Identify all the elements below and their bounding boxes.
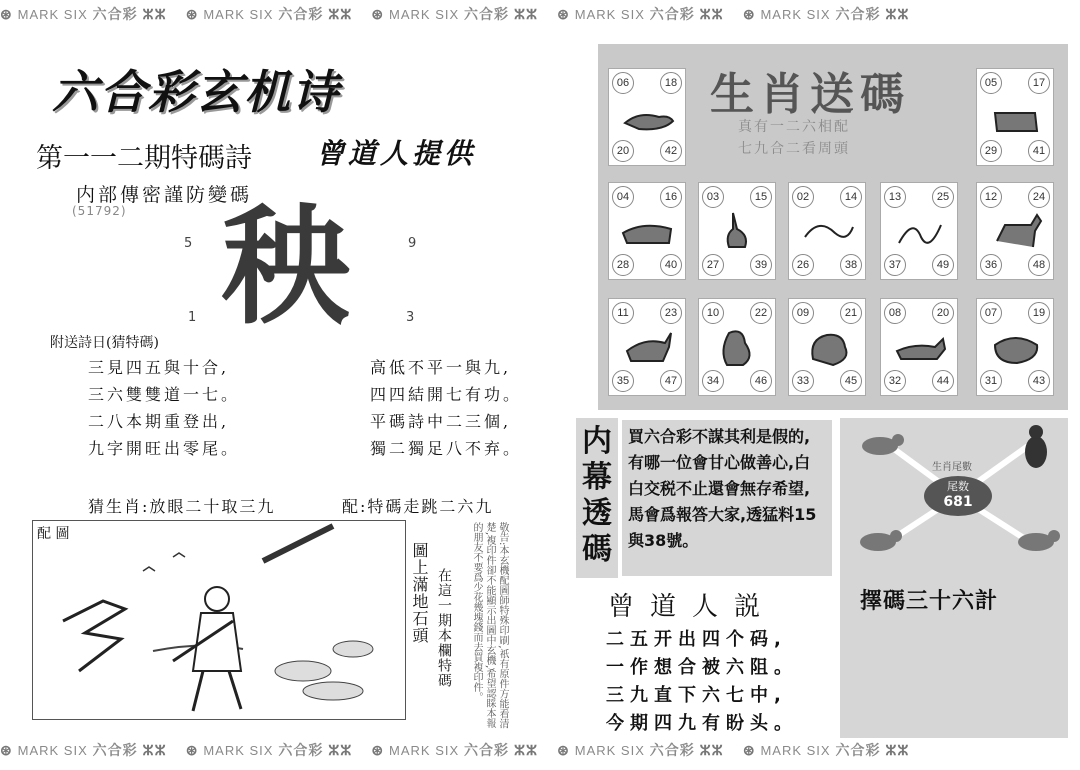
- zodiac-number: 23: [660, 302, 682, 324]
- zodiac-number: 40: [660, 254, 682, 276]
- zodiac-number: 16: [660, 186, 682, 208]
- tail-caption: 生肖尾數: [932, 462, 972, 473]
- poem-line: 三六雙雙道一七。: [88, 385, 241, 404]
- poem-line: 九字開旺出零尾。: [88, 439, 241, 458]
- poem-line: 高低不平一與九,: [370, 358, 512, 377]
- banner-unit: ⊛ MARK SIX 六合彩 ⵣⵣ: [185, 742, 353, 758]
- match-line: 配:特碼走跳二六九: [342, 497, 494, 516]
- puzzle-picture: [32, 520, 406, 720]
- zodiac-number: 39: [750, 254, 772, 276]
- zodiac-number: 46: [750, 370, 772, 392]
- hint-number: 3: [406, 310, 415, 325]
- zodiac-number: 03: [702, 186, 724, 208]
- provider-label: 曾道人提供: [316, 137, 477, 170]
- zodiac-number: 31: [980, 370, 1002, 392]
- zodiac-card: [608, 298, 686, 396]
- zodiac-number: 38: [840, 254, 862, 276]
- notice-text: 敬告:本玄機配圖師特殊印刷,祇有原件方能看清楚,複印件卻不能顯示出圖中玄機,希望認睬本報的朋友不要爲少花幾塊錢而去買複印件。: [471, 522, 508, 729]
- picture-caption: 圖上滿地石頭: [410, 542, 429, 644]
- dragon-icon: [799, 207, 855, 253]
- poem-line: 獨二獨足八不弃。: [370, 439, 523, 458]
- rat-icon: [619, 93, 675, 139]
- zodiac-number: 11: [612, 302, 634, 324]
- zodiac-number: 20: [932, 302, 954, 324]
- hint-number: 9: [408, 236, 417, 251]
- monkey-icon: [709, 323, 765, 369]
- zodiac-number: 06: [612, 72, 634, 94]
- zodiac-card: [788, 182, 866, 280]
- zodiac-number: 04: [612, 186, 634, 208]
- zodiac-number: 45: [840, 370, 862, 392]
- zodiac-number: 21: [840, 302, 862, 324]
- code-label: (51792): [72, 204, 127, 218]
- zodiac-number: 47: [660, 370, 682, 392]
- rabbit-icon: [709, 207, 765, 253]
- horse-icon: [987, 207, 1043, 253]
- zodiac-card: [608, 182, 686, 280]
- zodiac-number: 27: [702, 254, 724, 276]
- zodiac-number: 36: [980, 254, 1002, 276]
- zodiac-number: 49: [932, 254, 954, 276]
- rooster-icon: [799, 323, 855, 369]
- zeng-line: 三九直下六七中,: [606, 685, 787, 706]
- zodiac-card: [976, 68, 1054, 166]
- banner-unit: ⊛ MARK SIX 六合彩 ⵣⵣ: [0, 742, 167, 758]
- pig-icon: [987, 323, 1043, 369]
- zodiac-number: 35: [612, 370, 634, 392]
- zodiac-number: 12: [980, 186, 1002, 208]
- zodiac-number: 10: [702, 302, 724, 324]
- zodiac-number: 26: [792, 254, 814, 276]
- tiger-icon: [619, 207, 675, 253]
- zeng-says-lines: [606, 626, 798, 738]
- zodiac-number: 20: [612, 140, 634, 162]
- poem-line: 平碼詩中二三個,: [370, 412, 512, 431]
- ox-icon: [987, 93, 1043, 139]
- animal-guess: 猜生肖:放眼二十取三九: [88, 497, 276, 516]
- zodiac-number: 33: [792, 370, 814, 392]
- banner-unit: ⊛ MARK SIX 六合彩 ⵣⵣ: [0, 6, 167, 22]
- zodiac-number: 19: [1028, 302, 1050, 324]
- zeng-says-title: 曾道人説: [608, 592, 777, 622]
- zodiac-number: 13: [884, 186, 906, 208]
- main-title: 六合彩玄机诗: [52, 65, 340, 119]
- zodiac-panel: [598, 44, 1068, 410]
- zodiac-number: 05: [980, 72, 1002, 94]
- hint-number: 5: [184, 236, 193, 251]
- tail-number-badge: 尾数 681: [924, 476, 992, 516]
- zeng-line: 今期四九有盼头。: [606, 713, 798, 734]
- inner-code-text: 買六合彩不謀其利是假的,有哪一位會甘心做善心,白白交税不止還會無存希望,馬會爲報答大家,透猛料15與38號。: [622, 420, 832, 576]
- zodiac-card: [880, 182, 958, 280]
- zodiac-number: 28: [612, 254, 634, 276]
- zeng-line: 一作想合被六阻。: [606, 657, 798, 678]
- zodiac-number: 22: [750, 302, 772, 324]
- goat-icon: [619, 323, 675, 369]
- zeng-says-box: [576, 580, 832, 736]
- hint-number: 1: [188, 310, 197, 325]
- zeng-line: 二五开出四个码,: [606, 629, 787, 650]
- banner-unit: ⊛ MARK SIX 六合彩 ⵣⵣ: [371, 742, 539, 758]
- left-panel: [22, 36, 574, 736]
- zodiac-number: 43: [1028, 370, 1050, 392]
- monkey-icon: [1025, 425, 1047, 468]
- zodiac-subtitle: 真有一二六相配 七九合二看周頭: [738, 119, 850, 157]
- zodiac-number: 42: [660, 140, 682, 162]
- zodiac-number: 44: [932, 370, 954, 392]
- snake-icon: [891, 207, 947, 253]
- banner-unit: ⊛ MARK SIX 六合彩 ⵣⵣ: [557, 6, 724, 22]
- zodiac-card: [880, 298, 958, 396]
- zodiac-number: 02: [792, 186, 814, 208]
- zodiac-card: [976, 298, 1054, 396]
- rat-icon: [1018, 530, 1060, 551]
- zodiac-title: 生肖送碼: [710, 69, 910, 120]
- poem-line: 二八本期重登出,: [88, 412, 230, 431]
- tail-number-panel: [840, 418, 1068, 738]
- rat-icon: [860, 530, 902, 551]
- puzzle-character: 秧: [222, 193, 351, 342]
- inner-code-heading: 内幕透碼: [576, 418, 618, 578]
- poem-right: [370, 354, 522, 462]
- zodiac-number: 48: [1028, 254, 1050, 276]
- zodiac-card: [608, 68, 686, 166]
- issue-title: 第一一二期特碼詩: [36, 143, 252, 174]
- zodiac-number: 18: [660, 72, 682, 94]
- zodiac-number: 09: [792, 302, 814, 324]
- bottom-banner: [0, 740, 1080, 766]
- poem-line: 四四結開七有功。: [370, 385, 523, 404]
- zodiac-number: 37: [884, 254, 906, 276]
- top-banner: [0, 4, 1080, 30]
- zodiac-number: 24: [1028, 186, 1050, 208]
- zodiac-number: 14: [840, 186, 862, 208]
- zodiac-number: 07: [980, 302, 1002, 324]
- zodiac-number: 08: [884, 302, 906, 324]
- poem-line: 三見四五與十合,: [88, 358, 230, 377]
- banner-unit: ⊛ MARK SIX 六合彩 ⵣⵣ: [371, 6, 539, 22]
- strategy-title: 擇碼三十六計: [860, 589, 999, 614]
- zodiac-card: [698, 298, 776, 396]
- poem-left: [88, 354, 240, 462]
- zodiac-number: 41: [1028, 140, 1050, 162]
- picture-label: 配 圖: [37, 526, 70, 542]
- zodiac-number: 34: [702, 370, 724, 392]
- farmer-illustration: [33, 521, 405, 719]
- zodiac-number: 17: [1028, 72, 1050, 94]
- poem-label: 附送詩日(猜特碼): [50, 335, 159, 351]
- zodiac-card: [976, 182, 1054, 280]
- zodiac-number: 25: [932, 186, 954, 208]
- here-caption: 在這一期本欄特碼: [436, 568, 452, 688]
- banner-unit: ⊛ MARK SIX 六合彩 ⵣⵣ: [557, 742, 724, 758]
- zodiac-number: 15: [750, 186, 772, 208]
- zodiac-card: [788, 298, 866, 396]
- banner-unit: ⊛ MARK SIX 六合彩 ⵣⵣ: [742, 742, 910, 758]
- banner-unit: ⊛ MARK SIX 六合彩 ⵣⵣ: [185, 6, 353, 22]
- zodiac-card: [698, 182, 776, 280]
- zodiac-number: 29: [980, 140, 1002, 162]
- dog-icon: [891, 323, 947, 369]
- banner-unit: ⊛ MARK SIX 六合彩 ⵣⵣ: [742, 6, 910, 22]
- secret-label: 内部傳密謹防變碼: [76, 184, 253, 206]
- zodiac-number: 32: [884, 370, 906, 392]
